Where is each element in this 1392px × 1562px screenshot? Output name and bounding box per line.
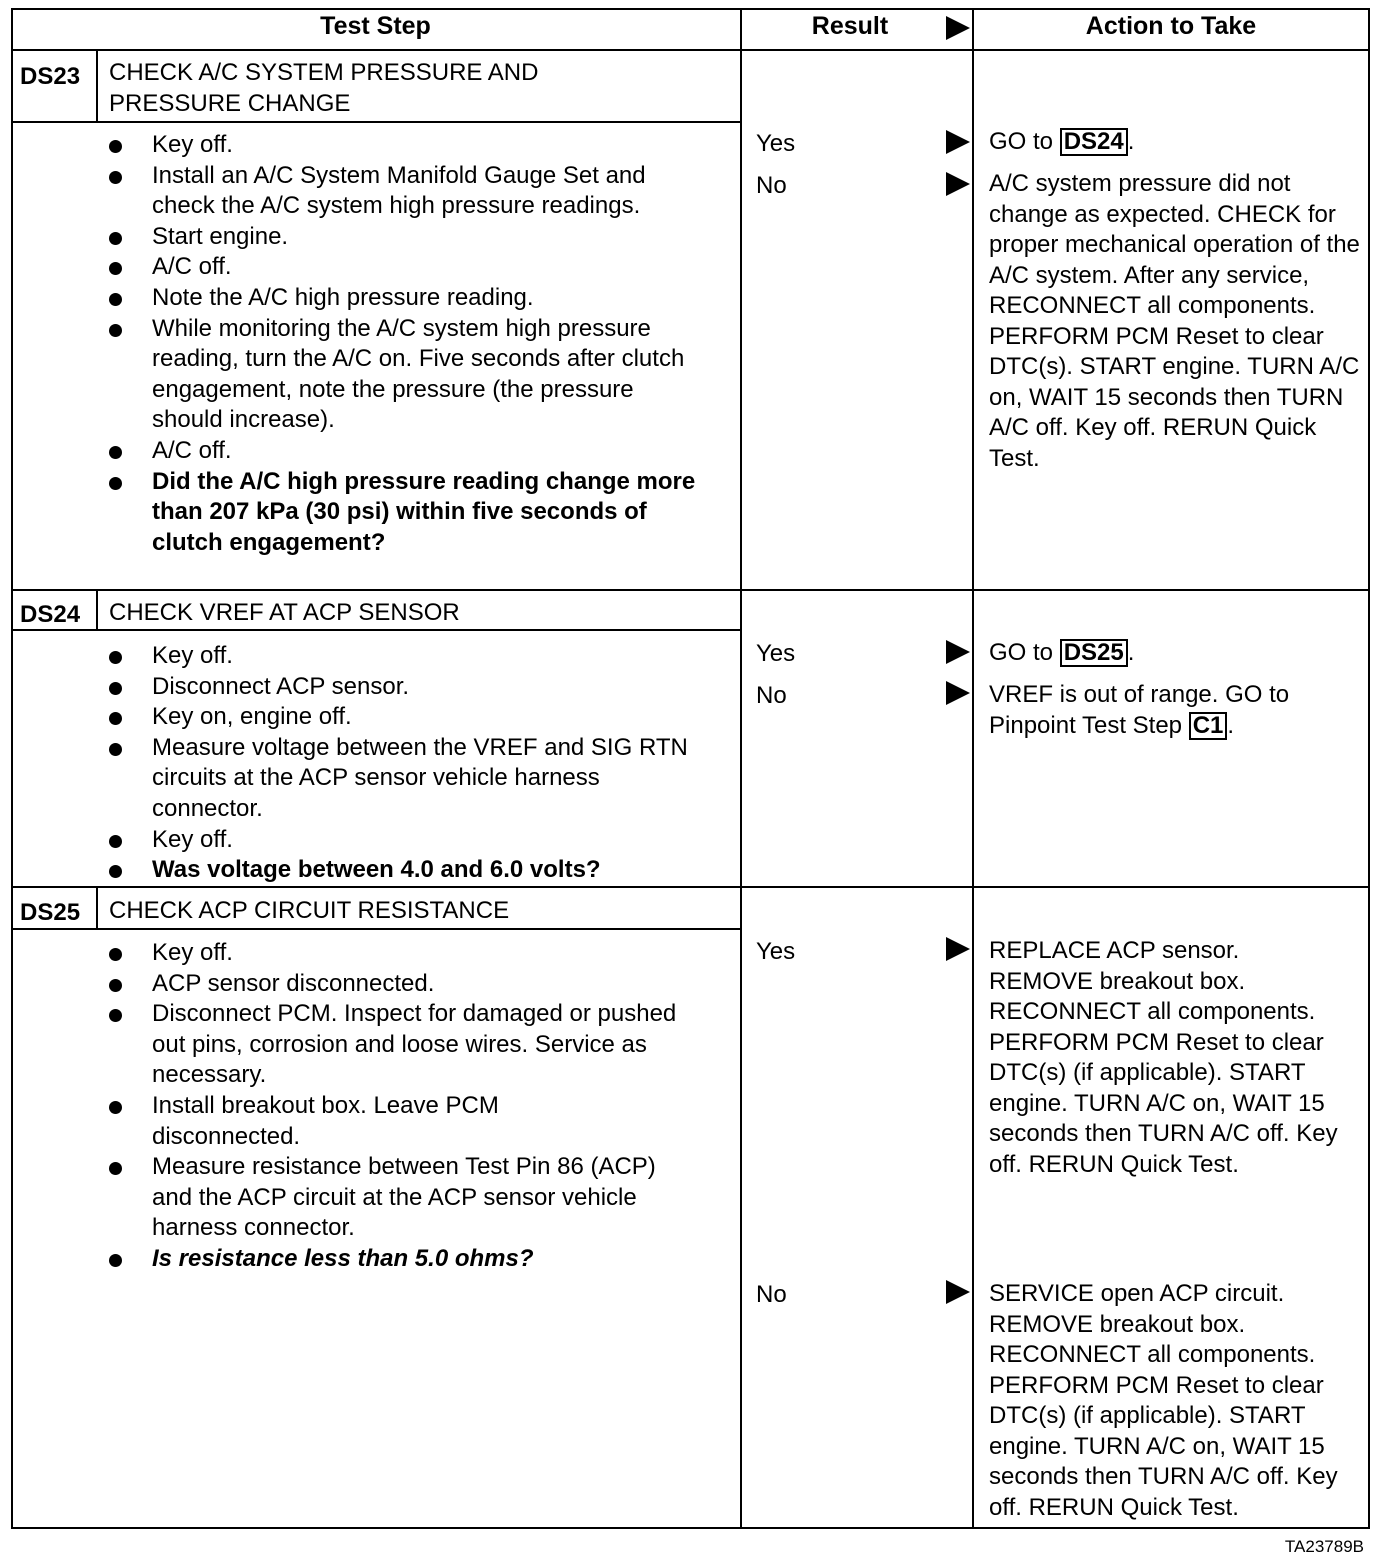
arrow-icon (946, 1280, 970, 1304)
header-arrow-icon (946, 16, 970, 40)
step-title-line: CHECK ACP CIRCUIT RESISTANCE (109, 897, 510, 924)
frame-left (11, 8, 13, 1529)
col-divider-action (972, 8, 974, 1529)
result-no: No (756, 1281, 787, 1308)
bullet-item: ACP sensor disconnected. (109, 969, 734, 1000)
code-sep-ds23 (96, 49, 98, 123)
action-text: VREF is out of range. GO to Pinpoint Test Step (989, 681, 1290, 739)
action-text: GO to (989, 639, 1060, 666)
step-code: DS23 (20, 63, 81, 90)
step-title (109, 895, 509, 926)
title-underline-ds25 (11, 928, 742, 930)
bullet-item: Start engine. (109, 222, 734, 253)
step-title (109, 57, 538, 119)
bullet-item-question: Was voltage between 4.0 and 6.0 volts? (109, 855, 734, 886)
bullet-item: While monitoring the A/C system high pressure reading, turn the A/C on. Five seconds after clutch engagement, note the pressure (the pressure should increase). (109, 314, 692, 436)
bullet-item: Install breakout box. Leave PCM disconnected. (109, 1091, 582, 1152)
step-title-line: CHECK VREF AT ACP SENSOR (109, 599, 460, 626)
bullet-list (109, 641, 734, 886)
bullet-item: Install an A/C System Manifold Gauge Set and check the A/C system high pressure readings. (109, 161, 712, 222)
bullet-item-question: Did the A/C high pressure reading change more than 207 kPa (30 psi) within five seconds of clutch engagement? (109, 467, 697, 559)
row-divider-ds25 (11, 886, 1370, 888)
action-text: GO to (989, 128, 1060, 155)
result-no: No (756, 682, 787, 709)
col-divider-result (740, 8, 742, 1529)
arrow-icon (946, 681, 970, 705)
action-text: . (1227, 711, 1235, 739)
action-yes: REPLACE ACP sensor. REMOVE breakout box. RECONNECT all components. PERFORM PCM Reset to clear DTC(s) (if applicable). START engine. TURN A/C on, WAIT 15 seconds then TURN A/C off. Key off. RERUN Quick Test. (989, 937, 1338, 1178)
step-code: DS25 (20, 899, 81, 926)
row-divider-ds24 (11, 589, 1370, 591)
action-yes (989, 127, 1367, 158)
arrow-icon (946, 937, 970, 961)
frame-top (11, 8, 1370, 10)
bullet-item: Key off. (109, 641, 734, 672)
result-yes: Yes (756, 938, 796, 965)
code-sep-ds25 (96, 886, 98, 930)
title-underline-ds23 (11, 121, 742, 123)
bullet-item: A/C off. (109, 252, 734, 283)
bullet-list (109, 130, 734, 558)
arrow-icon (946, 640, 970, 664)
frame-right (1368, 8, 1370, 1529)
step-title-line: CHECK A/C SYSTEM PRESSURE AND (109, 59, 539, 86)
bullet-item: Disconnect ACP sensor. (109, 672, 734, 703)
code-sep-ds24 (96, 589, 98, 631)
arrow-icon (946, 130, 970, 154)
step-title-line: PRESSURE CHANGE (109, 90, 351, 117)
step-title (109, 597, 460, 628)
step-code: DS24 (20, 601, 81, 628)
step-ref-link[interactable]: C1 (1189, 712, 1228, 740)
header-result: Result (811, 12, 889, 40)
step-ref-link[interactable]: DS25 (1060, 639, 1128, 667)
bullet-item: Key on, engine off. (109, 702, 734, 733)
step-ref-link[interactable]: DS24 (1060, 128, 1128, 156)
action-no: A/C system pressure did not change as expected. CHECK for proper mechanical operation of the A/C system. After any service, RECONNECT all components. PERFORM PCM Reset to clear DTC(s). START engine. TURN A/C on, WAIT 15 seconds then TURN A/C off. Key off. RERUN Quick Test. (989, 170, 1360, 472)
bullet-item: Measure voltage between the VREF and SIG RTN circuits at the ACP sensor vehicle harness connector. (109, 733, 692, 825)
header-action: Action to Take (1085, 12, 1257, 40)
action-yes (989, 638, 1367, 669)
bullet-item: Key off. (109, 938, 734, 969)
action-text: . (1127, 128, 1135, 155)
action-text: . (1127, 639, 1135, 666)
bullet-item: A/C off. (109, 436, 734, 467)
bullet-item-question: Is resistance less than 5.0 ohms? (109, 1244, 734, 1275)
result-yes: Yes (756, 640, 796, 667)
bullet-item: Note the A/C high pressure reading. (109, 283, 734, 314)
bullet-item: Key off. (109, 130, 734, 161)
header-divider (11, 49, 1370, 51)
frame-bottom (11, 1527, 1370, 1529)
bullet-item: Disconnect PCM. Inspect for damaged or pushed out pins, corrosion and loose wires. Service as necessary. (109, 999, 682, 1091)
bullet-item: Measure resistance between Test Pin 86 (ACP) and the ACP circuit at the ACP sensor vehicle harness connector. (109, 1152, 697, 1244)
action-no (989, 680, 1329, 741)
header-test-step: Test Step (320, 12, 431, 40)
result-no: No (756, 172, 787, 199)
action-no: SERVICE open ACP circuit. REMOVE breakout box. RECONNECT all components. PERFORM PCM Reset to clear DTC(s) (if applicable). START engine. TURN A/C on, WAIT 15 seconds then TURN A/C off. Key off. RERUN Quick Test. (989, 1280, 1338, 1521)
figure-id: TA23789B (1284, 1537, 1364, 1556)
result-yes: Yes (756, 130, 796, 157)
bullet-item: Key off. (109, 825, 734, 856)
bullet-list (109, 938, 734, 1275)
title-underline-ds24 (11, 629, 742, 631)
arrow-icon (946, 172, 970, 196)
